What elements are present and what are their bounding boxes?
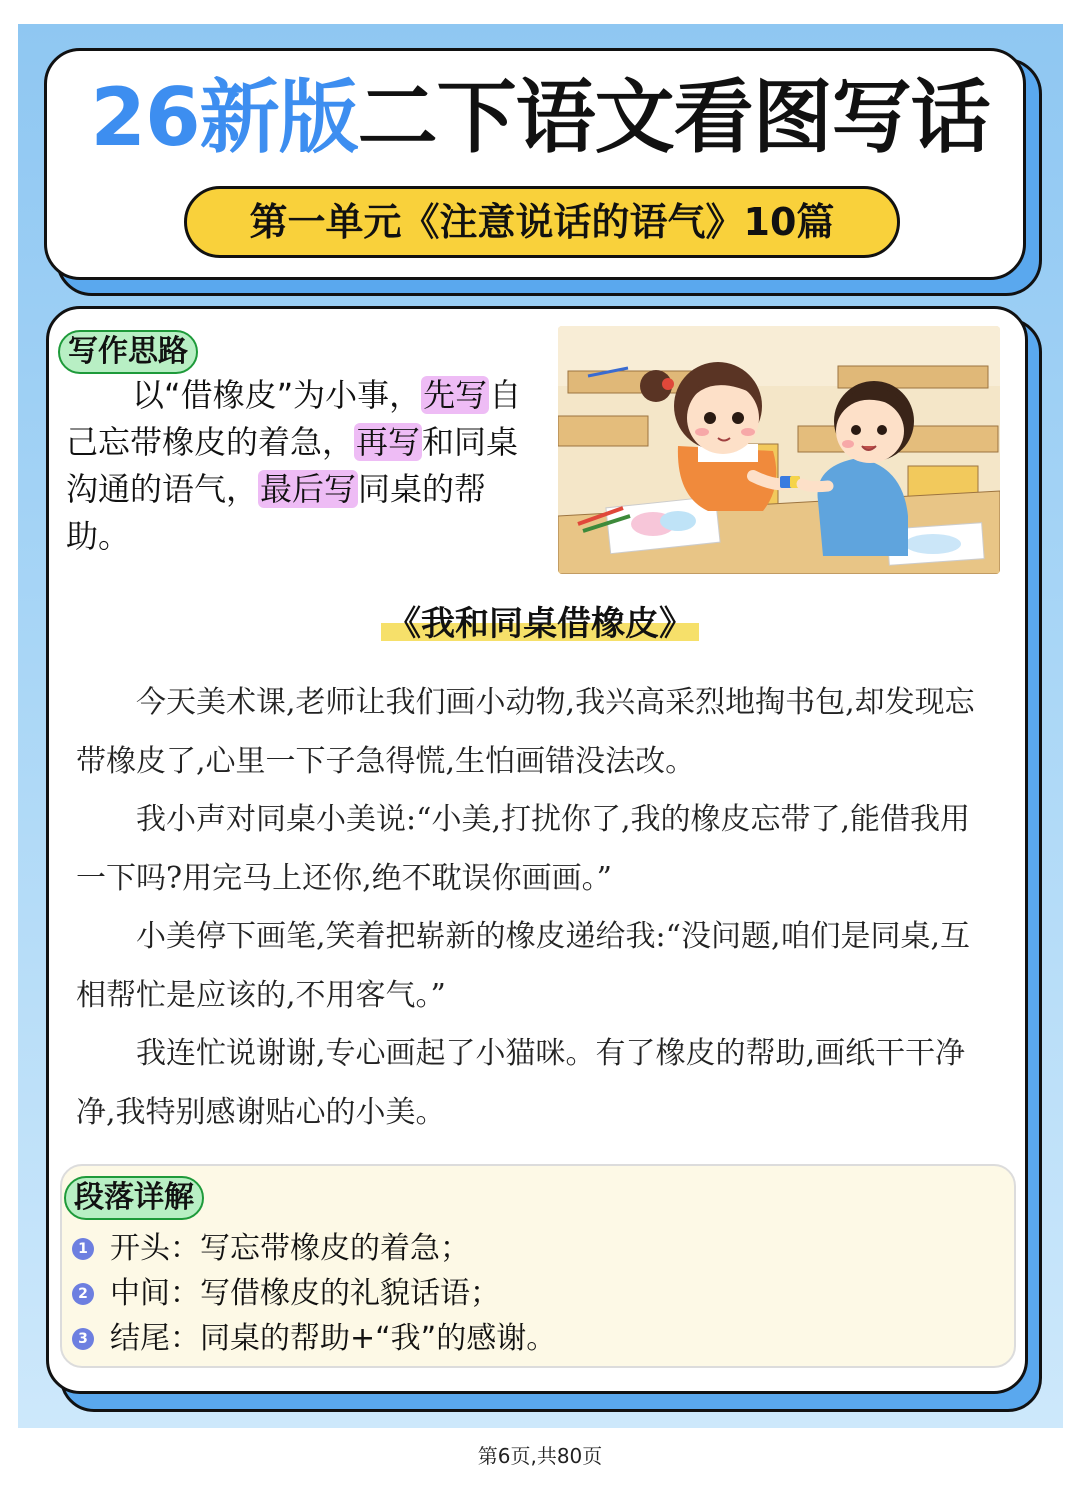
- list-item: 1 开头：写忘带橡皮的着急；: [72, 1226, 556, 1271]
- title-main: 二下语文看图写话: [357, 71, 990, 164]
- page-number: 第6页,共80页: [477, 1444, 603, 1468]
- highlight-first: 先写: [423, 376, 488, 414]
- essay-body: [76, 674, 996, 1142]
- highlight-then: 再写: [356, 423, 421, 461]
- essay-paragraph: 今天美术课,老师让我们画小动物,我兴高采烈地掏书包,却发现忘带橡皮了,心里一下子急得慌,生怕画错没法改。: [76, 685, 975, 779]
- writing-idea-text: 以“借橡皮”为小事，先写自己忘带橡皮的着急，再写和同桌沟通的语气，最后写同桌的帮助。: [66, 376, 522, 555]
- list-item: 2 中间：写借橡皮的礼貌话语；: [72, 1271, 556, 1316]
- detail-list: [72, 1226, 556, 1361]
- page-title: [0, 70, 1080, 166]
- essay-paragraph: 我连忙说谢谢,专心画起了小猫咪。有了橡皮的帮助,画纸干干净净,我特别感谢贴心的小美。: [76, 1036, 966, 1130]
- classroom-illustration: [558, 326, 1000, 574]
- number-badge-icon: 3: [72, 1328, 94, 1350]
- paragraph-detail-tag: 段落详解: [64, 1176, 204, 1220]
- essay-paragraph: 我小声对同桌小美说:“小美,打扰你了,我的橡皮忘带了,能借我用一下吗?用完马上还你,绝不耽误你画画。”: [76, 802, 971, 896]
- title-highlight: 26新版: [90, 71, 358, 164]
- highlight-last: 最后写: [260, 470, 357, 508]
- essay-paragraph: 小美停下画笔,笑着把崭新的橡皮递给我:“没问题,咱们是同桌,互相帮忙是应该的,不用客气。”: [76, 919, 971, 1013]
- number-badge-icon: 1: [72, 1238, 94, 1260]
- unit-subtitle: 第一单元《注意说话的语气》10篇: [184, 186, 900, 258]
- essay-title: 《我和同桌借橡皮》: [0, 598, 1080, 650]
- number-badge-icon: 2: [72, 1283, 94, 1305]
- writing-idea-tag: 写作思路: [58, 330, 198, 374]
- list-item: 3 结尾：同桌的帮助+“我”的感谢。: [72, 1316, 556, 1361]
